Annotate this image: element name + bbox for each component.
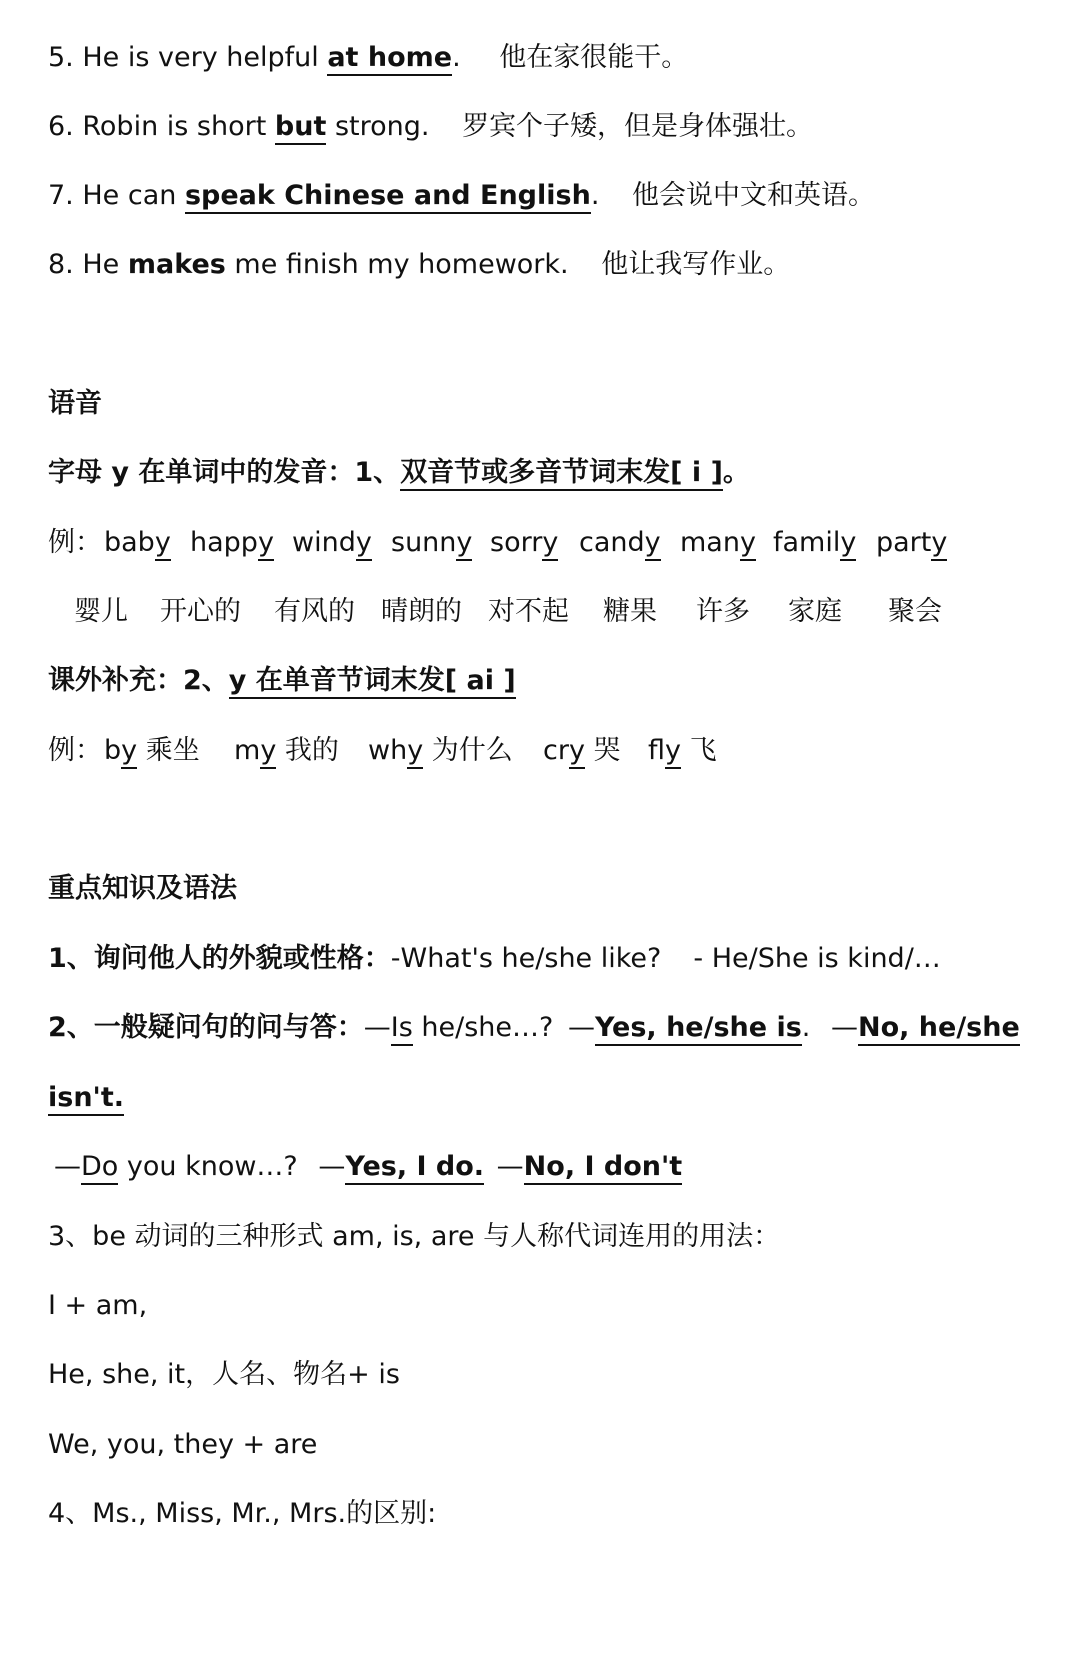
chinese-translation: 罗宾个子矮，但是身体强壮。 (462, 111, 814, 142)
sentence-text: . (452, 42, 461, 73)
word-by: by 乘坐 (104, 731, 200, 771)
word-why: why 为什么 (368, 731, 513, 771)
grammar-heading: 重点知识及语法 (48, 873, 237, 904)
translation-many: 许多 (696, 596, 750, 627)
translation-happy: 开心的 (160, 596, 241, 627)
phonics-example-2 (48, 731, 717, 771)
sentence-7 (48, 176, 875, 216)
sentence-text: He can (82, 180, 185, 211)
translation-party: 聚会 (888, 596, 942, 627)
underlined-answer-no: No, he/she (858, 1012, 1020, 1046)
phonics-rule-1 (48, 453, 750, 493)
grammar-we-you-they-are: We, you, they + are (48, 1429, 318, 1460)
sentence-8 (48, 245, 790, 285)
word-fly: fly 飞 (648, 731, 717, 771)
translation-family: 家庭 (788, 596, 842, 627)
point-label: 1、询问他人的外貌或性格： (48, 943, 391, 974)
sentence-5 (48, 38, 688, 78)
underlined-word: Do (81, 1151, 118, 1185)
word-party: party (876, 523, 947, 563)
word-baby: baby (104, 523, 171, 563)
chinese-translation: 他让我写作业。 (601, 249, 791, 280)
key-phrase: but (275, 111, 326, 145)
sentence-text: me finish my homework. (225, 249, 569, 280)
rule-label: 课外补充：2、 (48, 665, 229, 696)
sentence-text: He is very helpful (82, 42, 328, 73)
word-happy: happy (190, 523, 274, 563)
sentence-text: strong. (326, 111, 430, 142)
word-family: family (773, 523, 856, 563)
word-windy: windy (292, 523, 372, 563)
translation-candy: 糖果 (603, 596, 657, 627)
word-my: my 我的 (234, 731, 339, 771)
word-many: many (680, 523, 756, 563)
sentence-number: 8. (48, 249, 74, 280)
word-sorry: sorry (490, 523, 558, 563)
translation-sunny: 晴朗的 (381, 596, 462, 627)
point-question: -What's he/she like? (390, 943, 662, 974)
chinese-translation: 他会说中文和英语。 (632, 180, 875, 211)
key-phrase: speak Chinese and English (185, 180, 591, 214)
grammar-point-1 (48, 939, 941, 979)
rule-text: y 在单音节词末发[ ai ] (229, 665, 516, 699)
rule-end: 。 (722, 457, 750, 488)
sentence-text: Robin is short (82, 111, 275, 142)
example-label: 例： (48, 735, 102, 766)
translation-baby: 婴儿 (74, 596, 128, 627)
sentence-number: 7. (48, 180, 74, 211)
underlined-answer-yes: Yes, he/she is (595, 1012, 802, 1046)
chinese-translation: 他在家很能干。 (499, 42, 689, 73)
word-candy: candy (579, 523, 661, 563)
sentence-number: 6. (48, 111, 74, 142)
underlined-answer-yes: Yes, I do. (345, 1151, 484, 1185)
grammar-point-2-continued (48, 1078, 124, 1118)
phonics-heading: 语音 (48, 388, 102, 419)
grammar-he-she-it-is: He, she, it，人名、物名+ is (48, 1359, 400, 1390)
grammar-point-4: 4、Ms., Miss, Mr., Mrs.的区别: (48, 1498, 437, 1529)
grammar-i-am: I + am, (48, 1290, 148, 1321)
translation-windy: 有风的 (274, 596, 355, 627)
phonics-rule-2 (48, 661, 516, 701)
grammar-point-2-do: —Do you know…? —Yes, I do. —No, I don't (48, 1147, 682, 1187)
sentence-text: . (590, 180, 600, 211)
point-answer: - He/She is kind/… (693, 943, 941, 974)
word-sunny: sunny (391, 523, 472, 563)
sentence-text: He (82, 249, 128, 280)
word-cry: cry 哭 (543, 731, 621, 771)
underlined-word: Is (391, 1012, 413, 1046)
rule-text: 双音节或多音节词末发[ i ] (400, 457, 723, 491)
key-word: makes (127, 249, 226, 280)
sentence-6 (48, 107, 813, 147)
key-phrase: at home (327, 42, 452, 76)
example-label: 例： (48, 527, 102, 558)
phonics-example-words (48, 523, 948, 563)
point-label: 2、一般疑问句的问与答： (48, 1012, 364, 1043)
underlined-answer-no: No, I don't (524, 1151, 683, 1185)
translation-sorry: 对不起 (488, 596, 569, 627)
rule-label: 字母 y 在单词中的发音：1、 (48, 457, 401, 488)
grammar-point-2: 2、一般疑问句的问与答：—Is he/she…? —Yes, he/she is. —No, he/she (48, 1008, 1020, 1048)
grammar-point-3: 3、be 动词的三种形式 am, is, are 与人称代词连用的用法： (48, 1221, 781, 1252)
sentence-number: 5. (48, 42, 74, 73)
underlined-answer-no-end: isn't. (48, 1082, 124, 1116)
